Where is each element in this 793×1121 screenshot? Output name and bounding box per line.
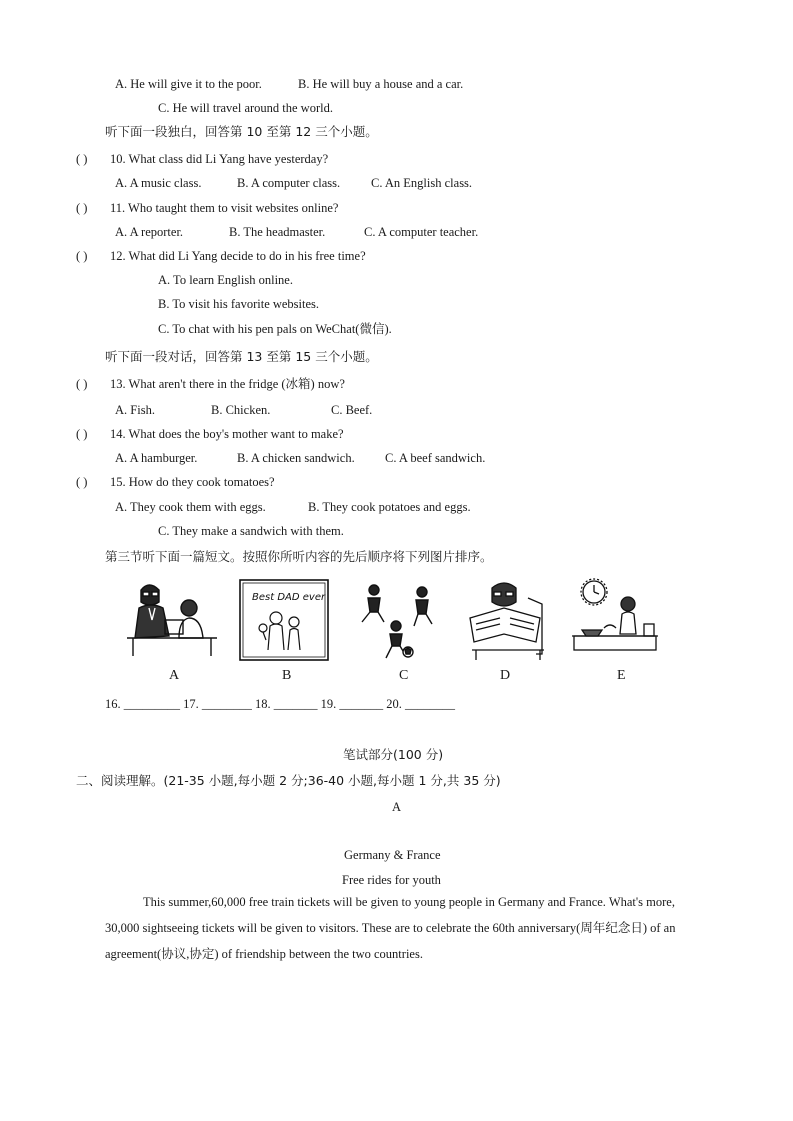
q13-option-b: B. Chicken. [211, 403, 271, 417]
answer-blanks-16-20: 16. _________ 17. ________ 18. _______ 19. _______ 20. ________ [105, 697, 455, 711]
picture-d [462, 578, 552, 662]
q15-option-b: B. They cook potatoes and eggs. [308, 500, 471, 514]
q9-option-c: C. He will travel around the world. [158, 101, 333, 115]
answer-paren-q11: ( ) [76, 201, 88, 215]
written-section-title: 笔试部分(100 分) [343, 747, 444, 762]
q10-option-b: B. A computer class. [237, 176, 341, 190]
reading-heading: 二、阅读理解。(21-35 小题,每小题 2 分;36-40 小题,每小题 1 分,共 35 分) [76, 773, 501, 788]
passage-paragraph: This summer,60,000 free train tickets will be given to young people in Germany and France. What's more, 30,000 sightseeing tickets will be given to visitors. These are to celebrate the 60th anniversary(周年纪念日) of an agreement(协议,协定) of friendship between the two countries. [105, 895, 676, 961]
picture-e [570, 578, 660, 662]
answer-paren-q10: ( ) [76, 152, 88, 166]
question-11: 11. Who taught them to visit websites online? [110, 201, 339, 215]
question-13: 13. What aren't there in the fridge (冰箱) now? [110, 377, 345, 391]
question-14: 14. What does the boy's mother want to make? [110, 427, 344, 441]
picture-label-c: C [399, 668, 409, 683]
q13-option-c: C. Beef. [331, 403, 373, 417]
q9-option-b: B. He will buy a house and a car. [298, 77, 464, 91]
answer-paren-q13: ( ) [76, 377, 88, 391]
passage-subtitle: Free rides for youth [342, 873, 441, 887]
q13-option-a: A. Fish. [115, 403, 155, 417]
card-text: Best DAD ever [252, 592, 326, 603]
q11-option-b: B. The headmaster. [229, 225, 326, 239]
picture-label-b: B [282, 668, 292, 683]
section-3-instruction: 第三节听下面一篇短文。按照你所听内容的先后顺序将下列图片排序。 [105, 549, 493, 564]
question-12: 12. What did Li Yang decide to do in his free time? [110, 249, 366, 263]
question-15: 15. How do they cook tomatoes? [110, 475, 275, 489]
q9-option-a: A. He will give it to the poor. [115, 77, 262, 91]
section-dialogue-instruction: 听下面一段对话，回答第 13 至第 15 三个小题。 [105, 349, 378, 364]
picture-label-e: E [617, 668, 626, 683]
passage-label: A [392, 800, 402, 814]
answer-paren-q14: ( ) [76, 427, 88, 441]
answer-paren-q15: ( ) [76, 475, 88, 489]
q14-option-b: B. A chicken sandwich. [237, 451, 355, 465]
section-monologue-instruction: 听下面一段独白，回答第 10 至第 12 三个小题。 [105, 124, 378, 139]
q14-option-a: A. A hamburger. [115, 451, 198, 465]
q15-option-c: C. They make a sandwich with them. [158, 524, 344, 538]
q12-option-b: B. To visit his favorite websites. [158, 297, 320, 311]
q10-option-c: C. An English class. [371, 176, 473, 190]
q12-option-a: A. To learn English online. [158, 273, 293, 287]
passage-title: Germany & France [344, 848, 441, 862]
q11-option-c: C. A computer teacher. [364, 225, 479, 239]
answer-paren-q12: ( ) [76, 249, 88, 263]
q10-option-a: A. A music class. [115, 176, 202, 190]
q15-option-a: A. They cook them with eggs. [115, 500, 266, 514]
q14-option-c: C. A beef sandwich. [385, 451, 486, 465]
question-10: 10. What class did Li Yang have yesterday? [110, 152, 329, 166]
picture-label-a: A [169, 668, 180, 683]
q11-option-a: A. A reporter. [115, 225, 184, 239]
picture-b [238, 578, 330, 662]
picture-c [352, 578, 444, 662]
picture-label-d: D [500, 668, 511, 683]
picture-a [125, 578, 220, 658]
q12-option-c: C. To chat with his pen pals on WeChat(微信). [158, 322, 392, 336]
